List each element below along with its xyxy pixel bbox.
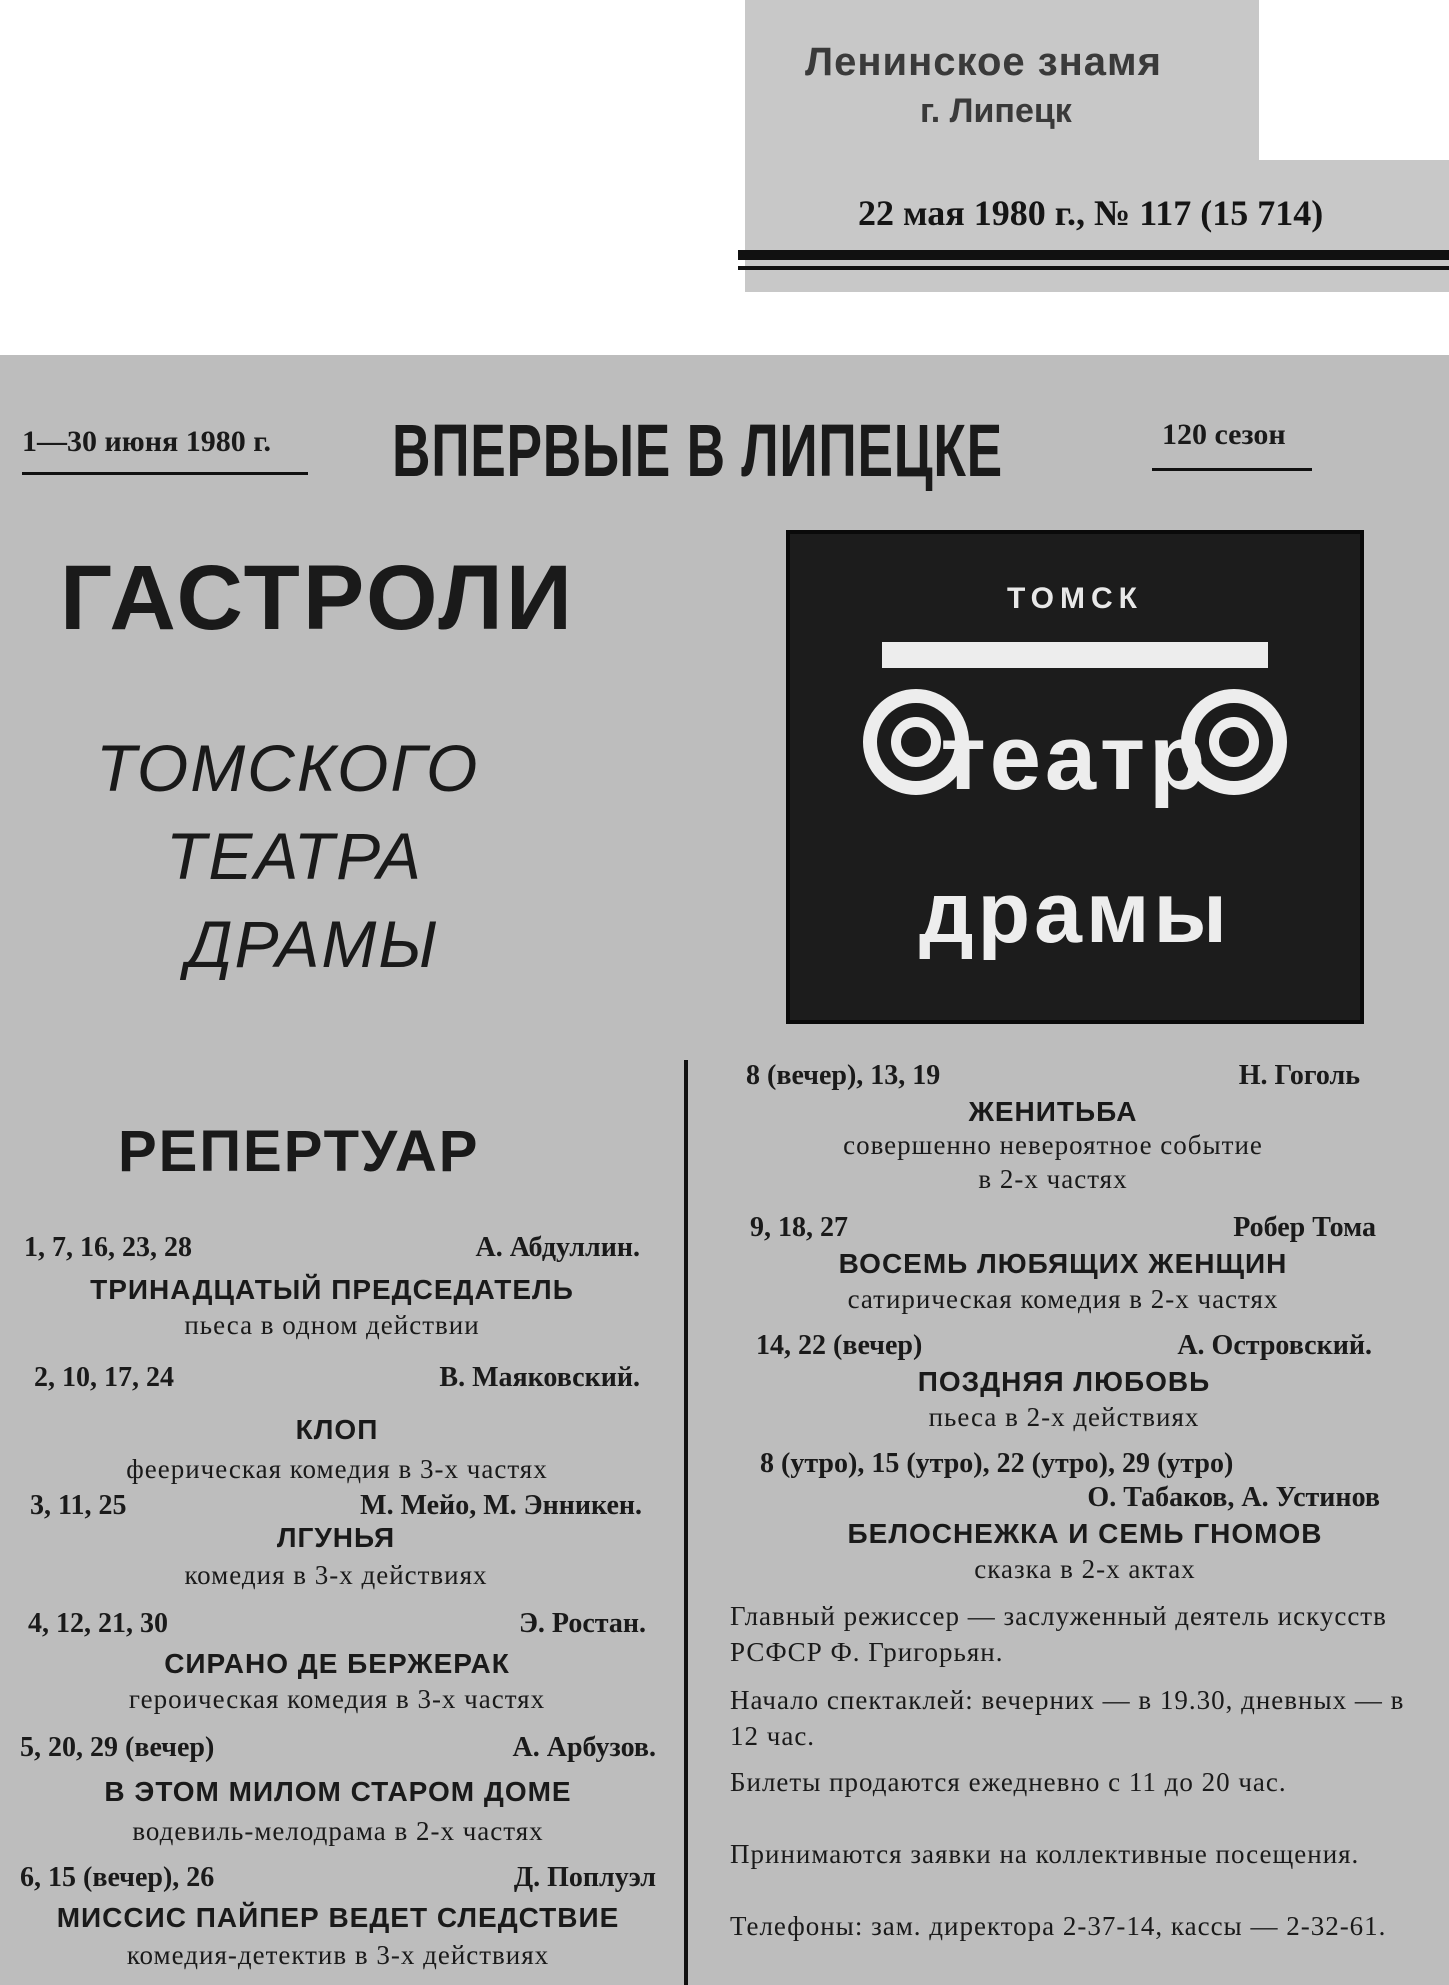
- logo-word-dramy: драмы: [918, 865, 1231, 961]
- play-description: пьеса в 2-х действиях: [928, 1402, 1200, 1432]
- play-dates: 3, 11, 25: [30, 1490, 127, 1521]
- play-author: А. Абдуллин.: [475, 1232, 640, 1263]
- play-description: комедия в 3-х действиях: [184, 1560, 488, 1590]
- play-author: В. Маяковский.: [439, 1362, 640, 1393]
- newspaper-name-stamp: Ленинское знамя: [805, 40, 1162, 84]
- play-dates: 14, 22 (вечер): [756, 1330, 923, 1361]
- play-dates: 4, 12, 21, 30: [28, 1608, 168, 1639]
- headline: ВПЕРВЫЕ В ЛИПЕЦКЕ: [392, 409, 1003, 492]
- play-author: А. Арбузов.: [512, 1732, 656, 1763]
- play-description: сатирическая комедия в 2-х частях: [847, 1284, 1279, 1314]
- play-title: В ЭТОМ МИЛОМ СТАРОМ ДОМЕ: [104, 1776, 572, 1807]
- play-description: феерическая комедия в 3-х частях: [126, 1454, 548, 1484]
- play-dates: 6, 15 (вечер), 26: [20, 1862, 215, 1893]
- play-left-2: [34, 1362, 640, 1484]
- play-author: О. Табаков, А. Устинов: [1087, 1482, 1380, 1513]
- play-left-5: [20, 1732, 656, 1846]
- play-dates: 8 (утро), 15 (утро), 22 (утро), 29 (утро): [760, 1448, 1234, 1479]
- play-author: Н. Гоголь: [1238, 1060, 1360, 1091]
- play-title: ЛГУНЬЯ: [276, 1522, 396, 1553]
- play-description-2: в 2-х частях: [978, 1164, 1128, 1194]
- play-author: Д. Поплуэл: [513, 1862, 656, 1893]
- play-author: Робер Тома: [1233, 1212, 1376, 1243]
- tour-line-teatra: ТЕАТРА: [166, 819, 423, 893]
- play-right-1: [746, 1060, 1360, 1194]
- tour-dates: 1—30 июня 1980 г.: [22, 425, 271, 458]
- header-rule-thin: [738, 266, 1449, 270]
- play-title: ТРИНАДЦАТЫЙ ПРЕДСЕДАТЕЛЬ: [90, 1274, 574, 1305]
- play-title: ВОСЕМЬ ЛЮБЯЩИХ ЖЕНЩИН: [838, 1248, 1288, 1279]
- column-divider: [684, 1060, 688, 1985]
- play-description: совершенно невероятное событие: [843, 1130, 1263, 1160]
- play-dates: 1, 7, 16, 23, 28: [24, 1232, 192, 1263]
- play-description: пьеса в одном действии: [184, 1310, 480, 1340]
- play-description: сказка в 2-х актах: [974, 1554, 1196, 1584]
- play-author: М. Мейо, М. Энникен.: [360, 1490, 642, 1521]
- info-group-orders: Принимаются заявки на коллективные посещения.: [730, 1839, 1360, 1869]
- header-rule-thick: [738, 250, 1449, 260]
- info-start-times: Начало спектаклей: вечерних — в 19.30, дневных — в 12 час.: [730, 1685, 1405, 1751]
- play-left-1: [24, 1232, 640, 1342]
- play-author: Э. Ростан.: [518, 1608, 646, 1639]
- issue-date-number: 22 мая 1980 г., № 117 (15 714): [858, 193, 1324, 233]
- logo-word-teatr: театр: [940, 707, 1210, 809]
- play-right-3: [756, 1330, 1372, 1440]
- play-dates: 8 (вечер), 13, 19: [746, 1060, 941, 1091]
- tour-title: ГАСТРОЛИ: [60, 547, 575, 649]
- repertoire-title: РЕПЕРТУАР: [118, 1119, 480, 1184]
- play-dates: 5, 20, 29 (вечер): [20, 1732, 215, 1763]
- tour-line-dramy: ДРАМЫ: [186, 907, 439, 981]
- play-left-3: [30, 1490, 642, 1600]
- play-description: комедия-детектив в 3-х действиях: [126, 1940, 550, 1970]
- play-description: героическая комедия в 3-х частях: [128, 1684, 546, 1714]
- info-director: Главный режиссер — заслуженный деятель искусств РСФСР Ф. Григорьян.: [730, 1601, 1387, 1667]
- play-dates: 2, 10, 17, 24: [34, 1362, 174, 1393]
- theatre-logo: [786, 530, 1364, 1024]
- season-label: 120 сезон: [1162, 418, 1286, 451]
- play-title: СИРАНО ДЕ БЕРЖЕРАК: [164, 1648, 510, 1679]
- tour-line-tomskogo: ТОМСКОГО: [96, 731, 480, 805]
- play-left-4: [28, 1608, 646, 1718]
- play-description: водевиль-мелодрама в 2-х частях: [132, 1816, 544, 1846]
- play-title: БЕЛОСНЕЖКА И СЕМЬ ГНОМОВ: [847, 1518, 1323, 1549]
- play-title: КЛОП: [295, 1414, 379, 1445]
- play-dates: 9, 18, 27: [750, 1212, 848, 1243]
- play-title: МИССИС ПАЙПЕР ВЕДЕТ СЛЕДСТВИЕ: [56, 1902, 620, 1933]
- play-right-2: [750, 1212, 1376, 1322]
- season-underline: [1152, 468, 1312, 471]
- info-tickets: Билеты продаются ежедневно с 11 до 20 час.: [730, 1767, 1287, 1797]
- logo-city: ТОМСК: [1007, 582, 1143, 615]
- info-phones: Телефоны: зам. директора 2-37-14, кассы — 2-32-61.: [730, 1911, 1387, 1941]
- play-left-6: [20, 1862, 656, 1972]
- dates-underline: [22, 472, 308, 475]
- play-author: А. Островский.: [1177, 1330, 1372, 1361]
- torn-corner: [1259, 0, 1449, 160]
- play-title: ПОЗДНЯЯ ЛЮБОВЬ: [917, 1366, 1211, 1397]
- newspaper-city-stamp: г. Липецк: [920, 92, 1072, 130]
- play-title: ЖЕНИТЬБА: [968, 1096, 1138, 1127]
- play-right-4: [760, 1448, 1410, 1584]
